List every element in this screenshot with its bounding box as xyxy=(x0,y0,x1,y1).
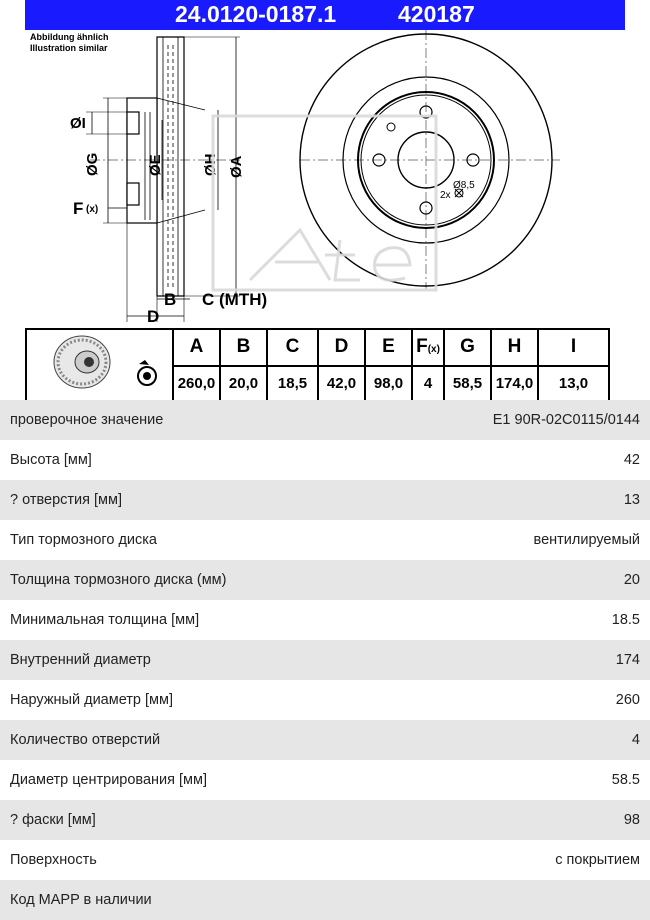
dim-value-F: 4 xyxy=(412,366,444,401)
spec-row xyxy=(0,520,650,560)
dim-header-I: I xyxy=(538,329,609,366)
label-D: D xyxy=(147,307,160,326)
spec-value: 58.5 xyxy=(611,772,640,788)
dim-value-E: 98,0 xyxy=(365,366,412,401)
label-hole-count: 2x xyxy=(440,190,451,201)
label-hole-diameter: Ø8,5 xyxy=(453,180,475,191)
spec-label: ? фаски [мм] xyxy=(10,812,96,828)
dim-header-F xyxy=(412,329,444,366)
side-section-view xyxy=(86,37,240,322)
dim-header-E: E xyxy=(365,329,412,366)
spec-label: Поверхность xyxy=(10,852,97,868)
label-dI: ØI xyxy=(70,115,86,132)
spec-value: 98 xyxy=(623,812,640,828)
spec-value: 4 xyxy=(631,732,640,748)
label-B: B xyxy=(164,290,177,309)
spec-value: 20 xyxy=(623,572,640,588)
spec-row xyxy=(0,840,650,880)
spec-value: с покрытием xyxy=(555,852,640,868)
spec-row xyxy=(0,760,650,800)
ate-watermark-logo xyxy=(213,116,436,290)
dim-value-C: 18,5 xyxy=(267,366,318,401)
label-dE: ØE xyxy=(147,154,164,176)
spec-value: 260 xyxy=(615,692,640,708)
spec-label: Диаметр центрирования [мм] xyxy=(10,772,208,788)
spec-row xyxy=(0,720,650,760)
spec-label: Код MAPP в наличии xyxy=(10,892,152,908)
label-dG: ØG xyxy=(84,152,101,176)
dim-value-G: 58,5 xyxy=(444,366,491,401)
dim-header-C: C xyxy=(267,329,318,366)
dim-header-H: H xyxy=(491,329,538,366)
label-dA: ØA xyxy=(228,155,245,178)
wheel-thumbnail-icon xyxy=(138,360,156,385)
dim-value-B: 20,0 xyxy=(220,366,267,401)
spec-row xyxy=(0,640,650,680)
spec-row xyxy=(0,600,650,640)
spec-value: E1 90R-02C0115/0144 xyxy=(492,412,640,428)
spec-value: 13 xyxy=(623,492,640,508)
part-code: 420187 xyxy=(398,1,475,27)
spec-row xyxy=(0,880,650,920)
spec-label: Высота [мм] xyxy=(10,452,92,468)
dim-header-F-suffix: (x) xyxy=(427,344,440,356)
caption-de: Abbildung ähnlich xyxy=(30,32,109,42)
dimension-table xyxy=(25,328,610,402)
part-number: 24.0120-0187.1 xyxy=(175,1,337,27)
spec-value: 18.5 xyxy=(611,612,640,628)
spec-label: ? отверстия [мм] xyxy=(10,492,123,508)
spec-row xyxy=(0,800,650,840)
dim-value-A: 260,0 xyxy=(173,366,220,401)
dim-value-D: 42,0 xyxy=(318,366,365,401)
label-Fx: (x) xyxy=(86,204,99,215)
spec-label: Тип тормозного диска xyxy=(10,532,157,548)
caption-en: Illustration similar xyxy=(30,43,108,53)
spec-label: Минимальная толщина [мм] xyxy=(10,612,200,628)
label-F: F xyxy=(73,199,84,218)
spec-label: Толщина тормозного диска (мм) xyxy=(10,572,227,588)
disc-thumbnail xyxy=(26,329,173,401)
label-C-mth: C (MTH) xyxy=(202,290,268,309)
spec-label: Наружный диаметр [мм] xyxy=(10,692,174,708)
spec-label: Количество отверстий xyxy=(10,732,161,748)
dim-value-H: 174,0 xyxy=(491,366,538,401)
spec-table xyxy=(0,400,650,920)
dim-header-A: A xyxy=(173,329,220,366)
spec-row xyxy=(0,680,650,720)
spec-row xyxy=(0,400,650,440)
spec-row xyxy=(0,560,650,600)
dim-header-G: G xyxy=(444,329,491,366)
disc-photo-icon xyxy=(27,330,172,394)
spec-label: проверочное значение xyxy=(10,412,164,428)
spec-value: 174 xyxy=(615,652,640,668)
spec-row xyxy=(0,440,650,480)
dim-header-F-letter: F xyxy=(416,336,428,358)
spec-value: вентилируемый xyxy=(533,532,640,548)
spec-row xyxy=(0,480,650,520)
dim-value-I: 13,0 xyxy=(538,366,609,401)
spec-label: Внутренний диаметр xyxy=(10,652,151,668)
dim-header-B: B xyxy=(220,329,267,366)
dim-header-D: D xyxy=(318,329,365,366)
spec-value: 42 xyxy=(623,452,640,468)
label-dH: ØH xyxy=(202,153,219,176)
